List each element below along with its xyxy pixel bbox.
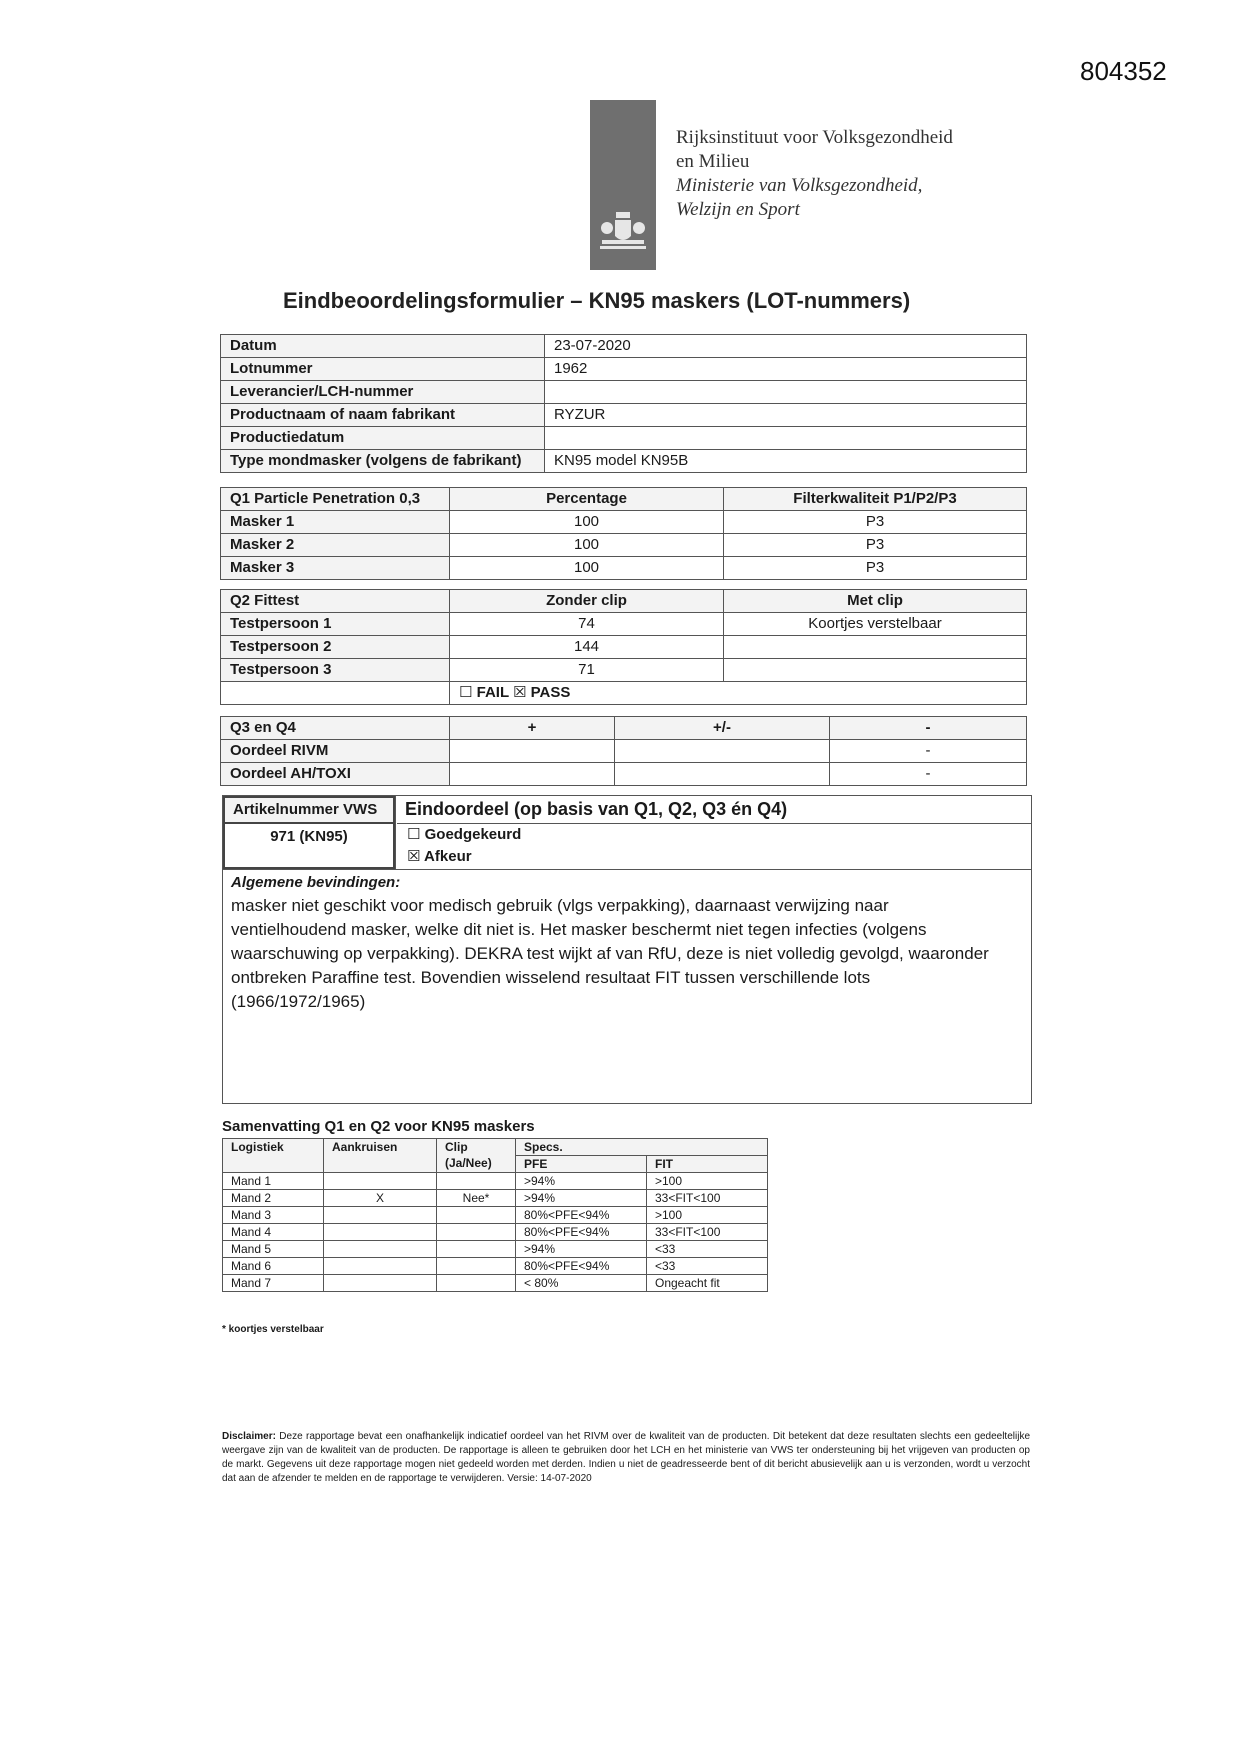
q2-cell: Testpersoon 3: [221, 659, 450, 682]
q1-table: [220, 487, 1027, 580]
q2-header: Q2 Fittest: [221, 590, 450, 613]
q34-cell: [615, 763, 830, 786]
summary-cell: [437, 1275, 516, 1292]
table-row: [221, 358, 1027, 381]
rivm-logo: [590, 100, 656, 270]
summary-cell: [324, 1241, 437, 1258]
table-row: [223, 1207, 768, 1224]
summary-cell: >100: [647, 1207, 768, 1224]
summary-cell: [437, 1173, 516, 1190]
summary-table: [222, 1138, 768, 1292]
summary-cell: Nee*: [437, 1190, 516, 1207]
table-row: [223, 1190, 768, 1207]
info-value: KN95 model KN95B: [545, 450, 1027, 473]
q2-cell: Testpersoon 1: [221, 613, 450, 636]
info-label: Lotnummer: [221, 358, 545, 381]
q34-cell: -: [830, 740, 1027, 763]
q1-cell: Masker 3: [221, 557, 450, 580]
logo-line-1: Rijksinstituut voor Volksgezondheid: [676, 127, 953, 148]
q34-cell: [615, 740, 830, 763]
table-row: [223, 1224, 768, 1241]
fail-pass-checkboxes: ☐ FAIL ☒ PASS: [450, 682, 1027, 705]
eindoordeel-box: [397, 796, 1031, 869]
summary-cell: 80%<PFE<94%: [516, 1258, 647, 1275]
option-goedgekeurd-label: ☐ Goedgekeurd: [407, 826, 522, 843]
table-row: [221, 427, 1027, 450]
summary-header: Aankruisen: [324, 1139, 437, 1173]
info-label: Datum: [221, 335, 545, 358]
option-afkeur-label: ☒ Afkeur: [407, 848, 472, 865]
coat-of-arms-icon: [598, 210, 648, 254]
summary-cell: >94%: [516, 1173, 647, 1190]
table-row: [221, 682, 1027, 705]
table-row: [221, 335, 1027, 358]
q34-header: +/-: [615, 717, 830, 740]
table-row: [223, 1258, 768, 1275]
summary-cell: [324, 1275, 437, 1292]
summary-cell: 80%<PFE<94%: [516, 1224, 647, 1241]
info-label: Productnaam of naam fabrikant: [221, 404, 545, 427]
table-row: [221, 613, 1027, 636]
table-row: [221, 763, 1027, 786]
summary-cell: Mand 1: [223, 1173, 324, 1190]
q1-cell: Masker 2: [221, 534, 450, 557]
summary-subheader: FIT: [647, 1156, 768, 1173]
summary-header: Logistiek: [223, 1139, 324, 1173]
table-row: [221, 511, 1027, 534]
q2-cell: 144: [450, 636, 724, 659]
q1-cell: 100: [450, 557, 724, 580]
q34-cell: Oordeel RIVM: [221, 740, 450, 763]
table-row: [221, 404, 1027, 427]
summary-cell: Mand 4: [223, 1224, 324, 1241]
info-value: 23-07-2020: [545, 335, 1027, 358]
summary-note: * koortjes verstelbaar: [222, 1324, 324, 1335]
table-row: [221, 450, 1027, 473]
q2-header: Zonder clip: [450, 590, 724, 613]
summary-title: Samenvatting Q1 en Q2 voor KN95 maskers: [222, 1118, 535, 1135]
page-title: Eindbeoordelingsformulier – KN95 maskers (LOT-nummers): [283, 288, 911, 313]
q34-header: +: [450, 717, 615, 740]
info-value: [545, 381, 1027, 404]
q2-cell: [724, 636, 1027, 659]
summary-cell: Mand 3: [223, 1207, 324, 1224]
summary-cell: <33: [647, 1258, 768, 1275]
eindoordeel-title: Eindoordeel (op basis van Q1, Q2, Q3 én Q4): [397, 796, 1031, 824]
summary-header: Specs.: [516, 1139, 768, 1156]
q34-cell: -: [830, 763, 1027, 786]
summary-cell: [437, 1258, 516, 1275]
logo-line-2: en Milieu: [676, 151, 750, 172]
table-row: [223, 1275, 768, 1292]
summary-cell: <33: [647, 1241, 768, 1258]
q2-cell: 71: [450, 659, 724, 682]
table-row: [221, 740, 1027, 763]
q1-header: Filterkwaliteit P1/P2/P3: [724, 488, 1027, 511]
logo-line-3: Ministerie van Volksgezondheid,: [676, 175, 923, 196]
artikelnummer-box: [223, 796, 395, 869]
q1-cell: 100: [450, 511, 724, 534]
table-row: [221, 381, 1027, 404]
summary-cell: Mand 6: [223, 1258, 324, 1275]
info-value: 1962: [545, 358, 1027, 381]
summary-cell: < 80%: [516, 1275, 647, 1292]
empty-cell: [221, 682, 450, 705]
summary-cell: [437, 1224, 516, 1241]
q2-table: [220, 589, 1027, 705]
q1-cell: P3: [724, 534, 1027, 557]
q34-cell: Oordeel AH/TOXI: [221, 763, 450, 786]
q34-cell: [450, 763, 615, 786]
q1-cell: P3: [724, 557, 1027, 580]
table-row: [223, 1173, 768, 1190]
table-header-row: [221, 590, 1027, 613]
q1-header: Q1 Particle Penetration 0,3: [221, 488, 450, 511]
bevindingen-text: masker niet geschikt voor medisch gebruik (vlgs verpakking), daarnaast verwijzing naar ventielhoudend masker, welke dit niet is. Het masker beschermt niet tegen infecties (volgens waarschuwing op verpakking). DEKRA test wijkt af van RfU, deze is niet volledig gevolgd, waaronder ontbreken Paraffine test. Bovendien wisselend resultaat FIT tussen verschillende lots (1966/1972/1965): [231, 896, 989, 1011]
summary-cell: >94%: [516, 1190, 647, 1207]
q34-cell: [450, 740, 615, 763]
summary-cell: [324, 1224, 437, 1241]
q2-header: Met clip: [724, 590, 1027, 613]
disclaimer: [222, 1430, 1030, 1486]
artikelnummer-value: 971 (KN95): [270, 828, 348, 845]
table-row: [221, 557, 1027, 580]
summary-cell: Mand 5: [223, 1241, 324, 1258]
summary-cell: Ongeacht fit: [647, 1275, 768, 1292]
q34-header: Q3 en Q4: [221, 717, 450, 740]
bevindingen-heading: Algemene bevindingen:: [231, 874, 401, 891]
info-value: [545, 427, 1027, 450]
summary-subheader: PFE: [516, 1156, 647, 1173]
q1-cell: P3: [724, 511, 1027, 534]
logo-text: [676, 126, 953, 222]
summary-cell: 33<FIT<100: [647, 1224, 768, 1241]
summary-cell: 33<FIT<100: [647, 1190, 768, 1207]
divider: [223, 869, 1031, 870]
q1-cell: Masker 1: [221, 511, 450, 534]
artikelnummer-label: Artikelnummer VWS: [225, 798, 393, 824]
q1-header: Percentage: [450, 488, 724, 511]
summary-cell: Mand 2: [223, 1190, 324, 1207]
info-label: Productiedatum: [221, 427, 545, 450]
q2-cell: [724, 659, 1027, 682]
q34-table: [220, 716, 1027, 786]
q34-header: -: [830, 717, 1027, 740]
disclaimer-text: Deze rapportage bevat een onafhankelijk indicatief oordeel van het RIVM over de kwaliteit van de producten. Dit betekent dat deze resultaten slechts een gedeeltelijke weergave zijn van de kwaliteit van de producten. De rapportage is alleen te gebruiken door het LCH en het ministerie van VWS ter ondersteuning bij het vrijgeven van producten op de markt. Gegevens uit deze rapportage mogen niet gedeeld worden met derden. Indien u niet de geadresseerde bent of dit bericht abusievelijk aan u is verzonden, wordt u verzocht dat aan de afzender te melden en de rapportage te verwijderen. Versie: 14-07-2020: [222, 1431, 1031, 1484]
summary-cell: >100: [647, 1173, 768, 1190]
summary-cell: 80%<PFE<94%: [516, 1207, 647, 1224]
summary-cell: [324, 1207, 437, 1224]
table-row: [221, 636, 1027, 659]
summary-cell: [324, 1173, 437, 1190]
summary-cell: [437, 1207, 516, 1224]
table-row: [221, 534, 1027, 557]
q2-cell: Testpersoon 2: [221, 636, 450, 659]
summary-cell: [324, 1258, 437, 1275]
document-id: 804352: [1080, 56, 1167, 86]
table-row: [223, 1241, 768, 1258]
table-header-row: [221, 717, 1027, 740]
info-label: Type mondmasker (volgens de fabrikant): [221, 450, 545, 473]
eindoordeel-section: [222, 795, 1032, 1104]
q1-cell: 100: [450, 534, 724, 557]
summary-cell: Mand 7: [223, 1275, 324, 1292]
divider: [395, 796, 396, 869]
table-header-row: [221, 488, 1027, 511]
info-table: [220, 334, 1027, 473]
info-value: RYZUR: [545, 404, 1027, 427]
summary-cell: >94%: [516, 1241, 647, 1258]
summary-cell: [437, 1241, 516, 1258]
info-label: Leverancier/LCH-nummer: [221, 381, 545, 404]
q2-cell: 74: [450, 613, 724, 636]
table-row: [221, 659, 1027, 682]
option-afkeur: [397, 846, 1031, 868]
summary-header: Clip (Ja/Nee): [437, 1139, 516, 1173]
table-header-row: [223, 1139, 768, 1156]
summary-cell: X: [324, 1190, 437, 1207]
logo-line-4: Welzijn en Sport: [676, 199, 800, 220]
disclaimer-label: Disclaimer:: [222, 1431, 276, 1442]
option-goedgekeurd: [397, 824, 1031, 846]
q2-cell: Koortjes verstelbaar: [724, 613, 1027, 636]
